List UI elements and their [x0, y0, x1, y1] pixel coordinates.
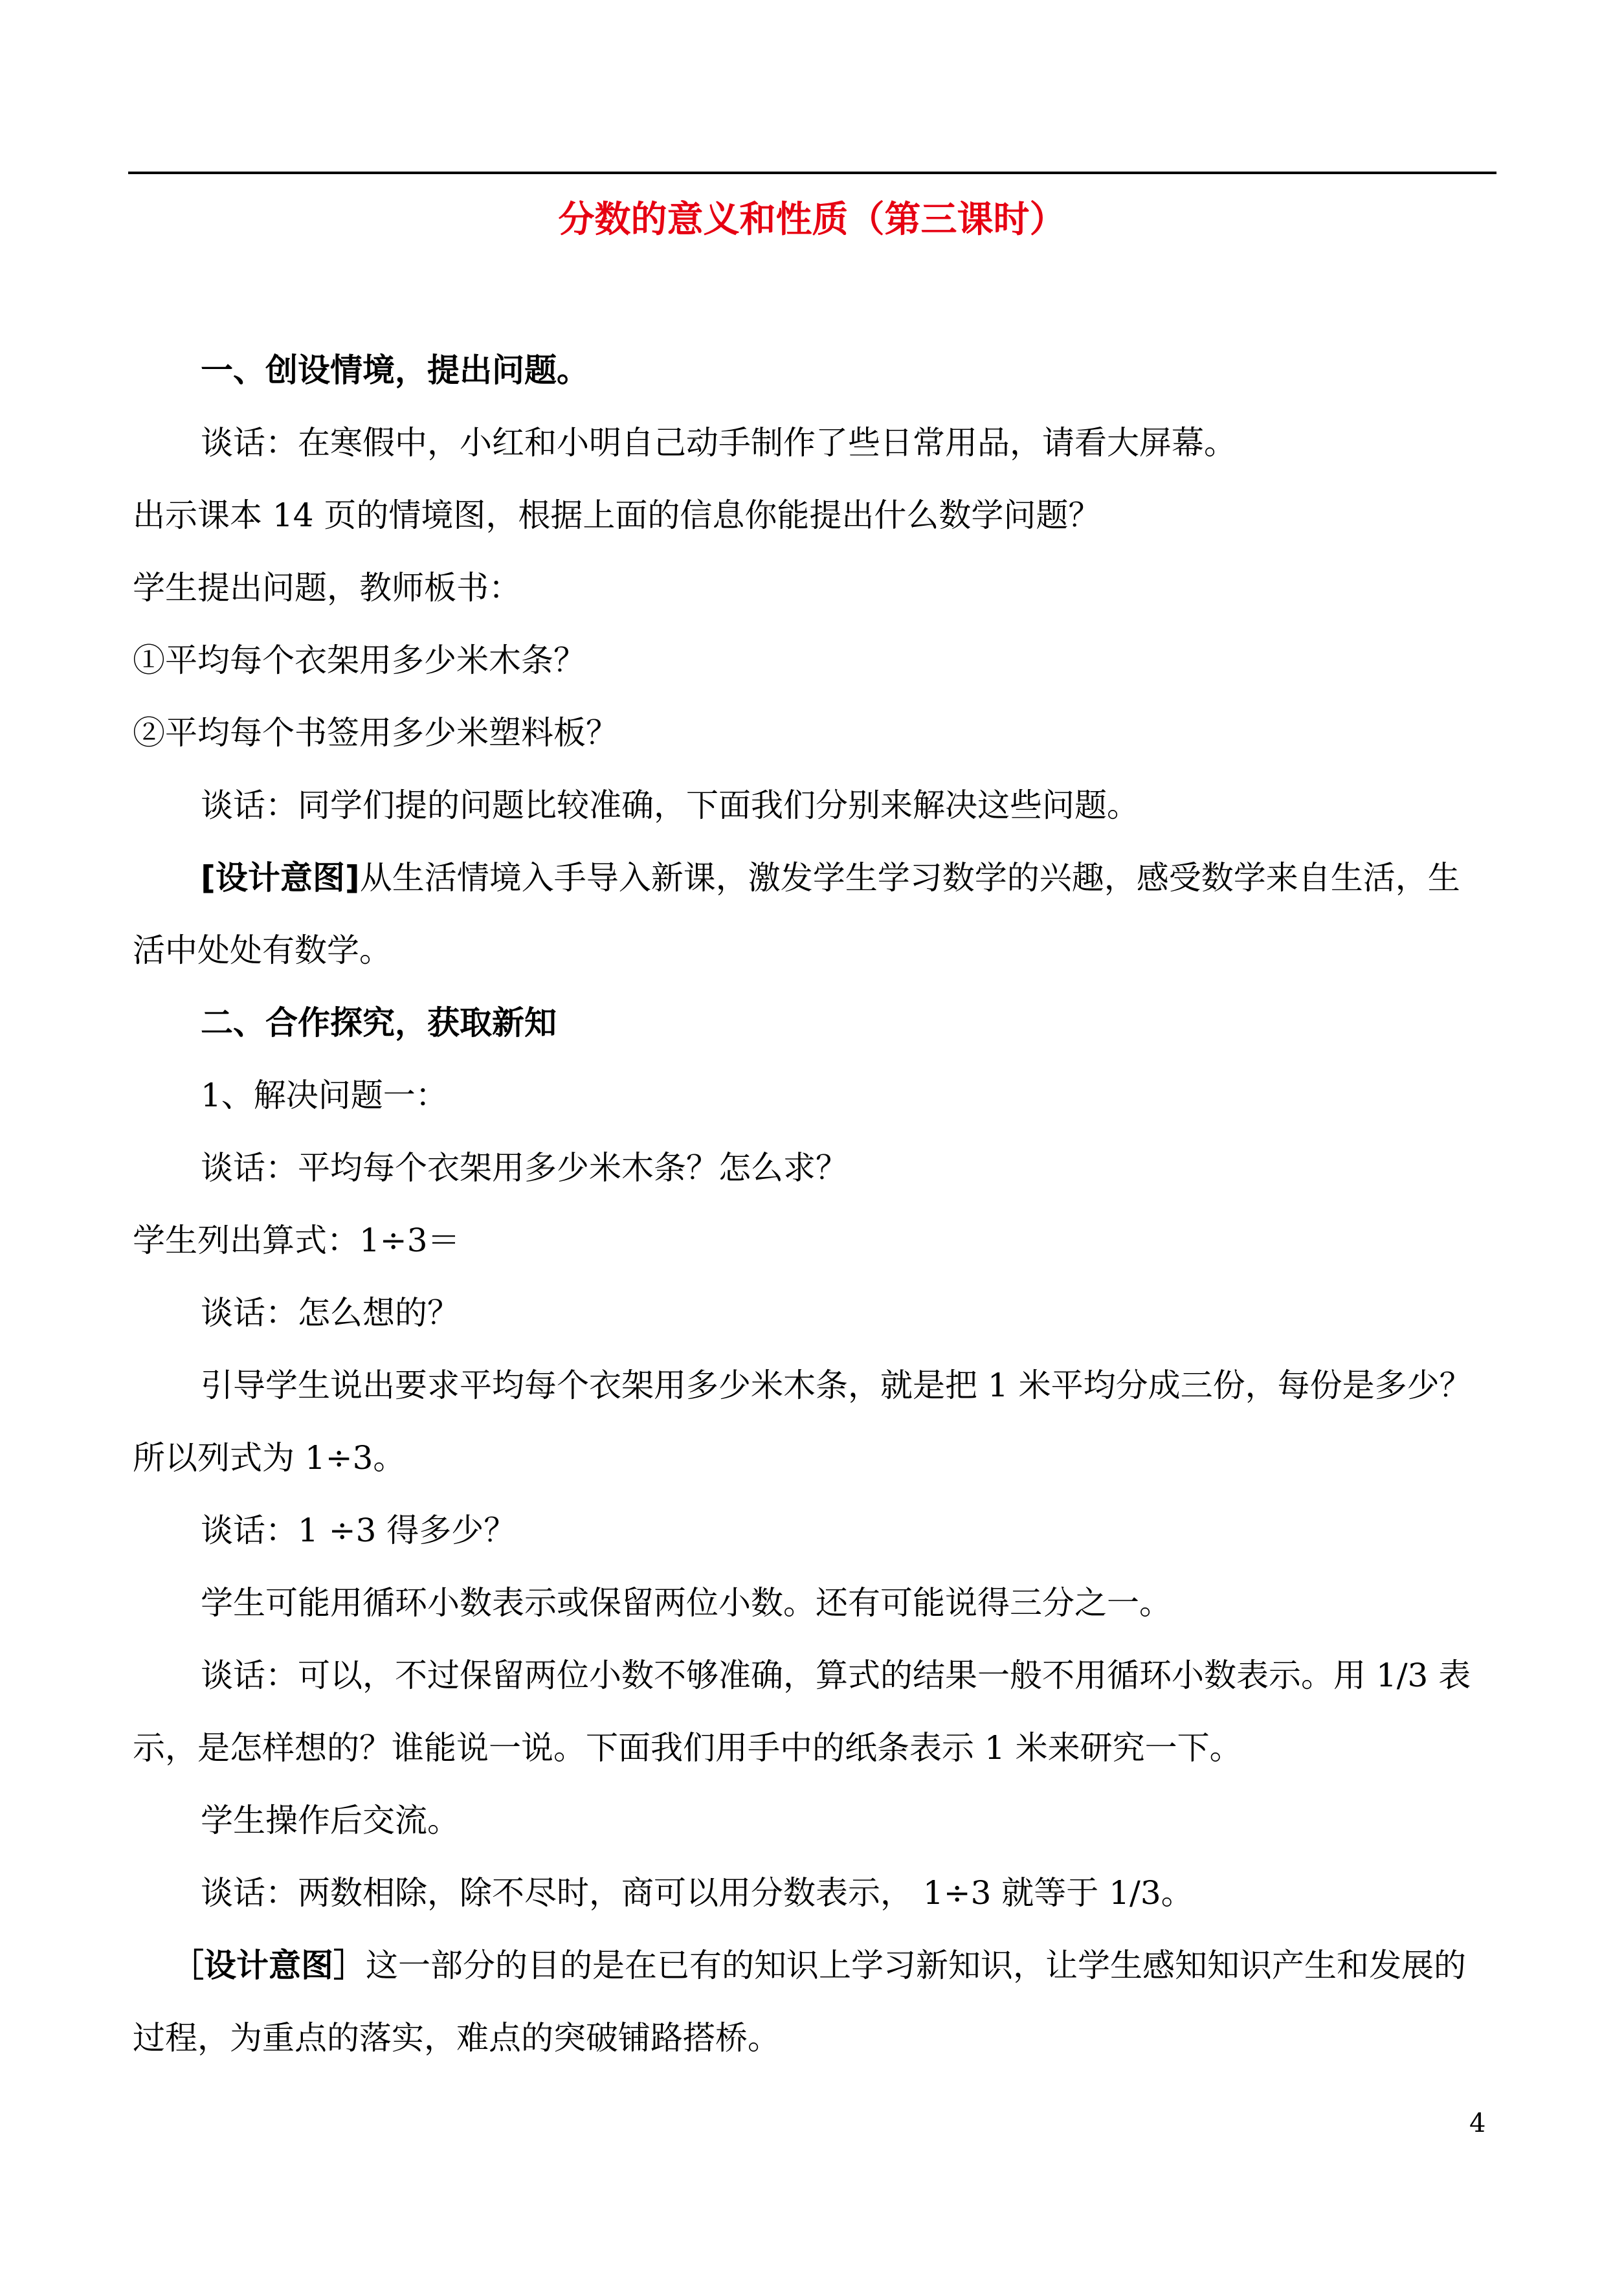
paragraph-line: 谈话：两数相除，除不尽时，商可以用分数表示， 1÷3 就等于 1/3。	[201, 1874, 1194, 1912]
design-intent-tag: [设计意图]	[201, 859, 360, 897]
paragraph-line: 谈话：怎么想的？	[201, 1294, 460, 1332]
paragraph-line: 谈话：同学们提的问题比较准确，下面我们分别来解决这些问题。	[201, 787, 1139, 824]
question-item-1: ①平均每个衣架用多少米木条？	[133, 642, 586, 679]
section-heading-1: 一、创设情境，提出问题。	[201, 352, 589, 389]
paragraph-line: 所以列式为 1÷3。	[133, 1439, 406, 1477]
paragraph-line: 学生列出算式：1÷3＝	[133, 1222, 460, 1259]
design-intent-text: 从生活情境入手导入新课，激发学生学习数学的兴趣，感受数学来自生活，生	[359, 859, 1460, 897]
header-rule	[128, 172, 1496, 174]
paragraph-line: 过程，为重点的落实，难点的突破铺路搭桥。	[133, 2019, 780, 2057]
design-intent-1	[201, 857, 1566, 899]
page-number: 4	[1469, 2108, 1486, 2138]
paragraph-line: 谈话：平均每个衣架用多少米木条？怎么求？	[201, 1149, 848, 1187]
paragraph-line: 引导学生说出要求平均每个衣架用多少米木条，就是把 1 米平均分成三份，每份是多少？	[201, 1367, 1472, 1404]
paragraph-line: 1、解决问题一：	[201, 1077, 448, 1114]
page-title: 分数的意义和性质（第三课时）	[558, 199, 1066, 241]
paragraph-line: 示，是怎样想的？谁能说一说。下面我们用手中的纸条表示 1 米来研究一下。	[133, 1729, 1242, 1767]
paragraph-line: 活中处处有数学。	[133, 932, 392, 969]
paragraph-line: 谈话：1 ÷3 得多少？	[201, 1512, 517, 1549]
paragraph-line: 学生提出问题，教师板书：	[133, 569, 521, 607]
paragraph-line: 学生操作后交流。	[201, 1802, 460, 1839]
design-intent-text: 这一部分的目的是在已有的知识上学习新知识，让学生感知知识产生和发展的	[366, 1947, 1466, 1984]
paragraph-line: 谈话：在寒假中，小红和小明自己动手制作了些日常用品，请看大屏幕。	[201, 424, 1236, 462]
paragraph-line: 学生可能用循环小数表示或保留两位小数。还有可能说得三分之一。	[201, 1584, 1172, 1622]
question-item-2: ②平均每个书签用多少米塑料板？	[133, 714, 618, 752]
design-intent-2	[172, 1945, 1537, 1986]
paragraph-line: 出示课本 14 页的情境图，根据上面的信息你能提出什么数学问题？	[133, 497, 1101, 534]
design-intent-tag: ［设计意图］	[172, 1947, 366, 1984]
section-heading-2: 二、合作探究，获取新知	[201, 1004, 557, 1042]
paragraph-line: 谈话：可以，不过保留两位小数不够准确，算式的结果一般不用循环小数表示。用 1/3 表	[201, 1657, 1471, 1694]
